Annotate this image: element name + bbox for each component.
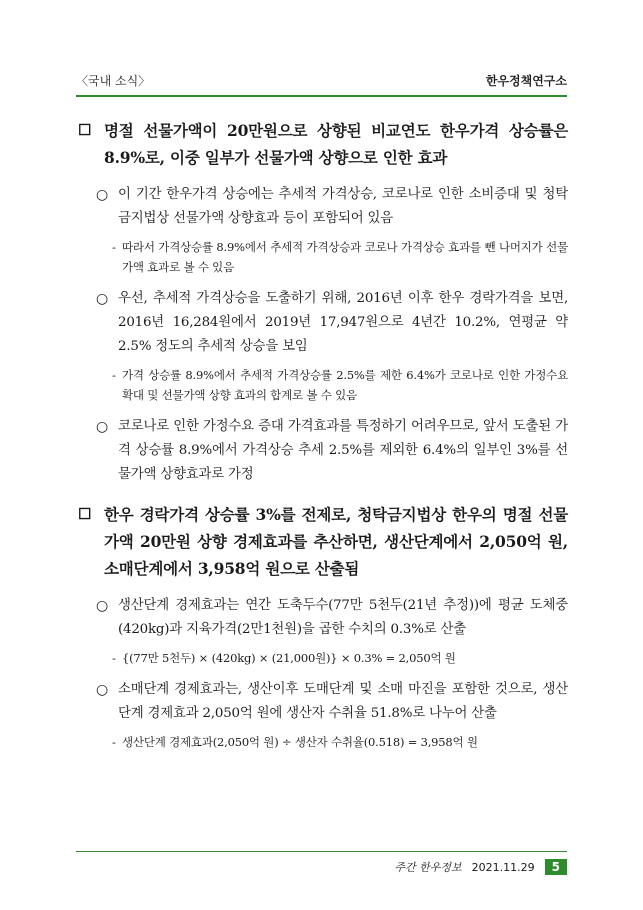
circle-bullet-icon: ○ — [96, 291, 109, 307]
checkbox-icon: ☐ — [78, 121, 92, 139]
circle-bullet-icon: ○ — [96, 682, 109, 698]
bullet-text: 코로나로 인한 가정수요 증대 가격효과를 특정하기 어려우므로, 앞서 도출된 가격 상승률 8.9%에서 가격상승 추세 2.5%를 제외한 6.4%의 일부인 3%를 선물가액 상향효과로 가정 — [118, 419, 568, 482]
checkbox-icon: ☐ — [78, 505, 92, 523]
bullet-item — [96, 287, 568, 359]
dash-marker: - — [112, 651, 116, 665]
publication-name: 주간 한우정보 — [394, 861, 462, 874]
bullet-item — [96, 594, 568, 642]
circle-bullet-icon: ○ — [96, 187, 109, 203]
page-header — [76, 72, 567, 92]
section-heading-text: 명절 선물가액이 20만원으로 상향된 비교연도 한우가격 상승률은 8.9%로, 이중 일부가 선물가액 상향으로 인한 효과 — [104, 121, 568, 167]
sub-item-text: {(77만 5천두) × (420kg) × (21,000원)} × 0.3% = 2,050억 원 — [122, 651, 456, 665]
section-heading — [78, 501, 568, 582]
bullet-item — [96, 678, 568, 726]
circle-bullet-icon: ○ — [96, 419, 109, 435]
page-footer — [394, 857, 567, 877]
section-heading-text: 한우 경락가격 상승률 3%를 전제로, 청탁금지법상 한우의 명절 선물가액 20만원 상향 경제효과를 추산하면, 생산단계에서 2,050억 원, 소매단계에서 3,958억 원으로 산출됨 — [104, 505, 568, 578]
header-rule — [76, 95, 567, 97]
sub-item — [112, 732, 568, 752]
dash-marker: - — [112, 735, 116, 749]
sub-item — [112, 648, 568, 668]
bullet-item — [96, 183, 568, 231]
sub-item-text: 가격 상승률 8.9%에서 추세적 가격상승률 2.5%를 제한 6.4%가 코로나로 인한 가정수요 확대 및 선물가액 상향 효과의 합계로 볼 수 있음 — [122, 368, 568, 402]
sub-item-text: 따라서 가격상승률 8.9%에서 추세적 가격상승과 코로나 가격상승 효과를 뺀 나머지가 선물가액 효과로 볼 수 있음 — [122, 240, 568, 274]
sub-item-text: 생산단계 경제효과(2,050억 원) ÷ 생산자 수취율(0.518) = 3,958억 원 — [122, 735, 478, 749]
circle-bullet-icon: ○ — [96, 598, 109, 614]
publisher-label: 한우정책연구소 — [485, 74, 567, 88]
page-number-badge: 5 — [545, 859, 567, 875]
dash-marker: - — [112, 240, 116, 254]
bullet-text: 이 기간 한우가격 상승에는 추세적 가격상승, 코로나로 인한 소비증대 및 청탁금지법상 선물가액 상향효과 등이 포함되어 있음 — [118, 187, 568, 226]
issue-date: 2021.11.29 — [471, 860, 535, 874]
document-body — [78, 117, 568, 762]
bullet-text: 소매단계 경제효과는, 생산이후 도매단계 및 소매 마진을 포함한 것으로, 생산단계 경제효과 2,050억 원에 생산자 수취율 51.8%로 나누어 산출 — [118, 682, 568, 721]
bullet-text: 우선, 추세적 가격상승을 도출하기 위해, 2016년 이후 한우 경락가격을 보면, 2016년 16,284원에서 2019년 17,947원으로 4년간 10.2%, 연평균 약 2.5% 정도의 추세적 상승을 보임 — [118, 291, 568, 354]
bullet-text: 생산단계 경제효과는 연간 도축두수(77만 5천두(21년 추정))에 평균 도체중(420kg)과 지육가격(2만1천원)을 곱한 수치의 0.3%로 산출 — [118, 598, 568, 637]
footer-rule — [76, 851, 567, 852]
section-heading — [78, 117, 568, 171]
bullet-item — [96, 415, 568, 487]
sub-item — [112, 237, 568, 277]
dash-marker: - — [112, 368, 116, 382]
section-label: 〈국내 소식〉 — [76, 74, 151, 88]
sub-item — [112, 365, 568, 405]
